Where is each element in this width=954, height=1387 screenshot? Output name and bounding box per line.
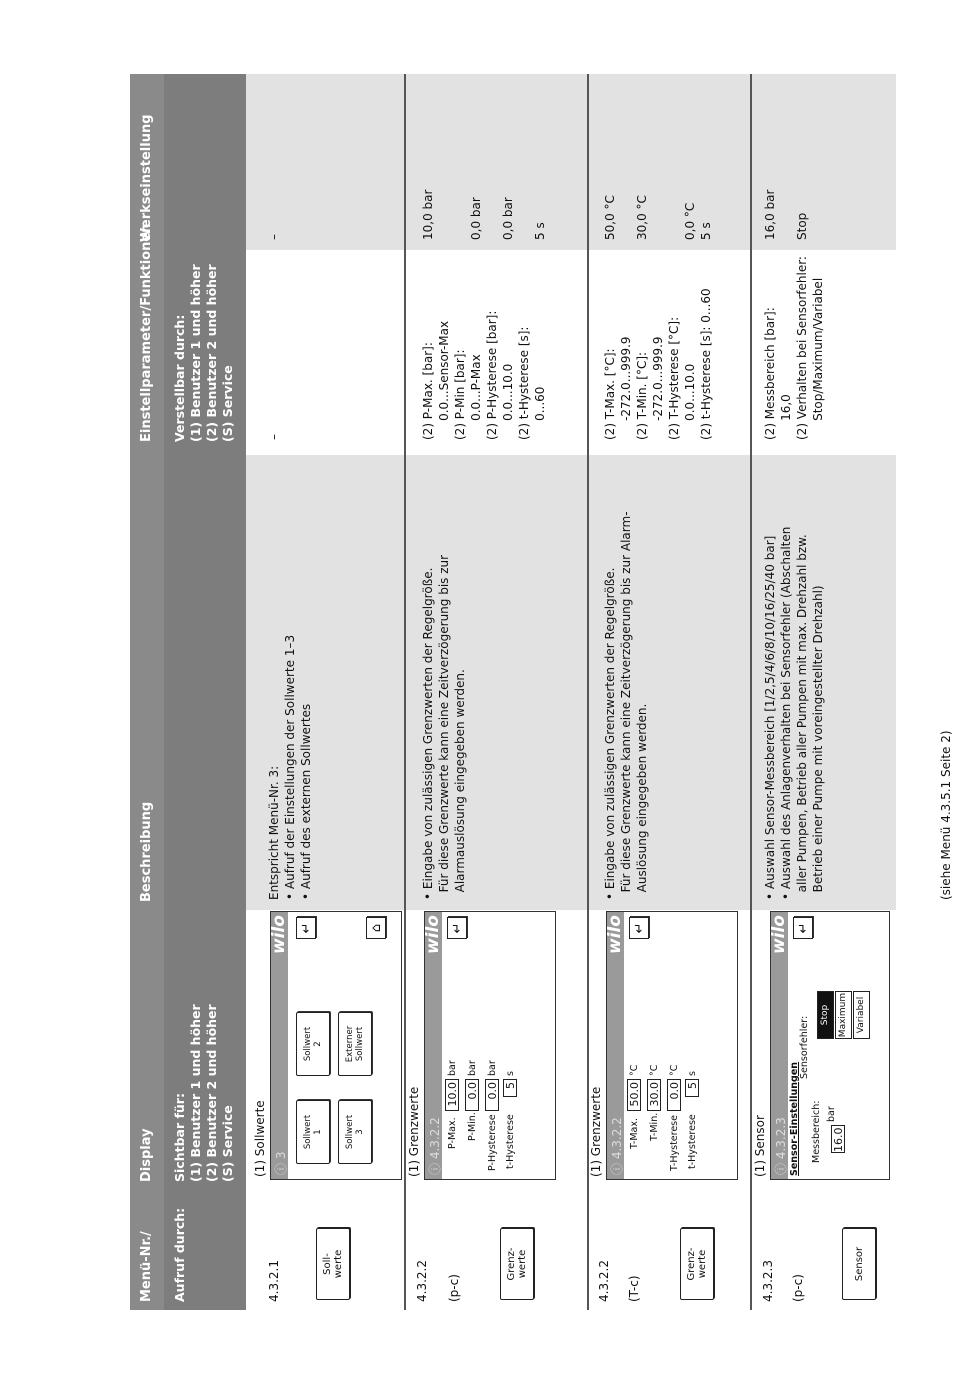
enter-icon[interactable]: ↵ bbox=[447, 917, 467, 939]
device-display bbox=[606, 911, 738, 1180]
field-label: T-Hysterese bbox=[669, 1115, 680, 1171]
header-beschreibung: Beschreibung bbox=[139, 801, 154, 902]
field-unit: bar bbox=[467, 1060, 478, 1076]
factory-setting: 10,0 bar 0,0 bar 0,0 bar 5 s bbox=[421, 189, 547, 240]
parameters: (2) T-Max. [°C]: -272.0...999.9 (2) T-Min. [°C]: -272.0...999.9 (2) T-Hysterese [°C]: 0.0...10.0 (2) t-Hysterese [s]: 0...60 bbox=[603, 288, 713, 440]
messbereich-value[interactable]: 16.0 bbox=[831, 1125, 845, 1153]
home-icon[interactable]: ⌂ bbox=[366, 917, 386, 939]
sensorfehler-label: Sensorfehler: bbox=[799, 1015, 810, 1079]
field-label: P-Min. bbox=[467, 1112, 478, 1141]
pmin-value[interactable]: 0.0 bbox=[465, 1079, 479, 1111]
menu-number: 4.3.2.1 bbox=[267, 1260, 281, 1302]
parameters: (2) Messbereich [bar]: 16,0 (2) Verhalten bei Sensorfehler: Stop/Maximum/Variabel bbox=[763, 256, 825, 440]
field-label: P-Max. bbox=[447, 1117, 458, 1149]
display-title: (1) Grenzwerte bbox=[407, 1086, 421, 1177]
messbereich-label: Messbereich: bbox=[811, 1100, 822, 1163]
option-stop[interactable]: Stop bbox=[817, 991, 834, 1039]
parameters: (2) P-Max. [bar]: 0.0...Sensor-Max (2) P-Min [bar]: 0.0...P-Max (2) P-Hysterese [bar]: 0.0...10.0 (2) t-Hysterese [s]: 0...60 bbox=[421, 310, 547, 440]
option-maximum[interactable]: Maximum bbox=[835, 991, 852, 1039]
messbereich-unit: bar bbox=[826, 1106, 837, 1122]
field-label: P-Hysterese bbox=[487, 1114, 498, 1171]
field-label: T-Max. bbox=[629, 1117, 640, 1149]
menu-number: 4.3.2.2 bbox=[415, 1260, 429, 1302]
table-subheader bbox=[164, 74, 246, 1310]
menu-number: 4.3.2.2 bbox=[597, 1260, 611, 1302]
externer-sollwert-button[interactable]: Externer Sollwert bbox=[338, 1012, 372, 1076]
display-title: (1) Grenzwerte bbox=[589, 1086, 603, 1177]
field-label: t-Hysterese bbox=[687, 1114, 698, 1169]
enter-icon[interactable]: ↵ bbox=[793, 917, 813, 939]
device-display bbox=[424, 911, 556, 1180]
parameters: – bbox=[267, 434, 281, 440]
sollwert-3-button[interactable]: Sollwert 3 bbox=[338, 1100, 372, 1164]
sollwert-2-button[interactable]: Sollwert 2 bbox=[296, 1012, 330, 1076]
header-einstellparameter: Einstellparameter/Funktionen bbox=[139, 223, 154, 442]
control-mode: (T-c) bbox=[627, 1275, 641, 1302]
field-label: T-Min. bbox=[649, 1112, 660, 1141]
wilo-logo: wilo bbox=[269, 915, 289, 955]
control-mode: (p-c) bbox=[447, 1274, 461, 1302]
thysterese-value[interactable]: 5 bbox=[685, 1079, 699, 1097]
description: • Auswahl Sensor-Messbereich [1/2,5/4/6/8/10/16/25/40 bar] • Auswahl des Anlagenverhalten bei Sensorfehler (Abschalten aller Pumpen, Betrieb aller Pumpen mit max. Drehzahl bzw. Betrieb einer Pumpe mit voreingestellter Drehzahl) (siehe Menü 4.3.5.1 Seite 2) bbox=[763, 526, 953, 900]
physterese-value[interactable]: 0.0 bbox=[485, 1079, 499, 1111]
rotated-table bbox=[130, 74, 953, 1310]
wilo-logo: wilo bbox=[423, 915, 443, 955]
field-unit: bar bbox=[447, 1060, 458, 1076]
display-menu-number: ⓘ 4.3.2.2 bbox=[428, 1117, 442, 1175]
field-unit: °C bbox=[629, 1064, 640, 1076]
display-menu-number: ⓘ 4.3.2.2 bbox=[610, 1117, 624, 1175]
field-unit: °C bbox=[649, 1064, 660, 1076]
wilo-logo: wilo bbox=[605, 915, 625, 955]
header-menu-nr: Menü-Nr./ bbox=[139, 1231, 154, 1302]
subheader-sichtbar: Sichtbar für: (1) Benutzer 1 und höher (2) Benutzer 2 und höher (S) Service bbox=[172, 1004, 235, 1182]
tmin-value[interactable]: 30.0 bbox=[647, 1079, 661, 1111]
factory-setting: 50,0 °C 30,0 °C 0,0 °C 5 s bbox=[603, 195, 713, 240]
option-variabel[interactable]: Variabel bbox=[853, 991, 870, 1039]
display-title: (1) Sensor bbox=[753, 1115, 767, 1177]
header-werkseinstellung: Werkseinstellung bbox=[139, 114, 154, 242]
enter-icon[interactable]: ↵ bbox=[629, 917, 649, 939]
subheader-aufruf: Aufruf durch: bbox=[172, 1207, 187, 1302]
grenzwerte-menu-button[interactable]: Grenz- werte bbox=[680, 1228, 714, 1300]
grenzwerte-menu-button[interactable]: Grenz- werte bbox=[500, 1228, 534, 1300]
description: • Eingabe von zulässigen Grenzwerten der Regelgröße. Für diese Grenzwerte kann eine Zeitverzögerung bis zur Alarmauslösung eingegeben werden. bbox=[421, 554, 467, 900]
tmax-value[interactable]: 50.0 bbox=[627, 1079, 641, 1111]
device-display bbox=[770, 911, 890, 1180]
control-mode: (p-c) bbox=[791, 1274, 805, 1302]
sensor-menu-button[interactable]: Sensor bbox=[842, 1228, 876, 1300]
pmax-value[interactable]: 10.0 bbox=[445, 1079, 459, 1111]
factory-setting: 16,0 bar Stop bbox=[763, 189, 809, 240]
description: Entspricht Menü-Nr. 3: • Aufruf der Einstellungen der Sollwerte 1–3 • Aufruf des externen Sollwertes bbox=[267, 634, 313, 900]
field-label: t-Hysterese bbox=[505, 1114, 516, 1169]
factory-setting: – bbox=[267, 234, 281, 240]
header-display: Display bbox=[139, 1128, 154, 1182]
sensor-heading: Sensor-Einstellungen bbox=[789, 1061, 800, 1176]
display-menu-number: ⓘ 3 bbox=[274, 1151, 288, 1175]
field-unit: s bbox=[505, 1071, 516, 1076]
device-display bbox=[270, 911, 402, 1180]
thysterese-value[interactable]: 5 bbox=[503, 1079, 517, 1097]
table-header bbox=[130, 74, 164, 1310]
description: • Eingabe von zulässigen Grenzwerten der Regelgröße. Für diese Grenzwerte kann eine Zeitverzögerung bis zur Alarm- Auslösung eingegeben werden. bbox=[603, 511, 649, 900]
field-unit: s bbox=[687, 1071, 698, 1076]
enter-icon[interactable]: ↵ bbox=[296, 917, 316, 939]
sollwerte-menu-button[interactable]: Soll- werte bbox=[316, 1228, 350, 1300]
display-title: (1) Sollwerte bbox=[253, 1100, 267, 1177]
thysterese-temp-value[interactable]: 0.0 bbox=[667, 1079, 681, 1111]
sollwert-1-button[interactable]: Sollwert 1 bbox=[296, 1100, 330, 1164]
display-menu-number: ⓘ 4.3.2.3 bbox=[774, 1117, 788, 1175]
field-unit: bar bbox=[487, 1060, 498, 1076]
subheader-verstellbar: Verstellbar durch: (1) Benutzer 1 und höher (2) Benutzer 2 und höher (S) Service bbox=[172, 264, 235, 442]
menu-number: 4.3.2.3 bbox=[761, 1260, 775, 1302]
wilo-logo: wilo bbox=[769, 915, 789, 955]
field-unit: °C bbox=[669, 1064, 680, 1076]
